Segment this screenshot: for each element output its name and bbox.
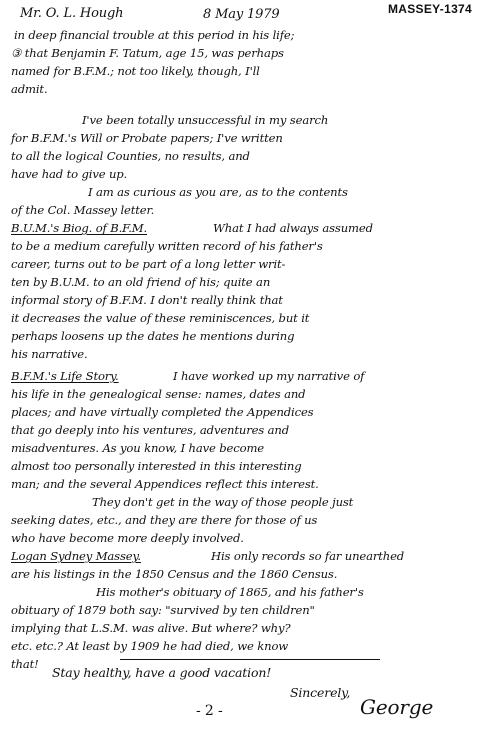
body-line: His only records so far unearthed <box>211 549 405 563</box>
body-line: that! <box>11 657 39 671</box>
body-line: his life in the genealogical sense: names, dates and <box>11 387 306 401</box>
body-line: places; and have virtually completed the Appendices <box>11 405 314 419</box>
body-line: admit. <box>11 82 48 96</box>
collection-id: MASSEY-1374 <box>387 2 472 16</box>
body-line: in deep financial trouble at this period in his life; <box>14 28 295 42</box>
body-line: perhaps loosens up the dates he mentions during <box>11 329 295 343</box>
section-heading: B.U.M.'s Biog. of B.F.M. <box>11 221 148 235</box>
body-line: What I had always assumed <box>213 221 373 235</box>
body-line: ten by B.U.M. to an old friend of his; quite an <box>11 275 271 289</box>
page-number: - 2 - <box>196 703 223 719</box>
body-line: to all the logical Counties, no results, and <box>11 149 250 163</box>
body-line: of the Col. Massey letter. <box>11 203 155 217</box>
body-line: I am as curious as you are, as to the contents <box>88 185 348 199</box>
closing-line: Stay healthy, have a good vacation! <box>52 665 272 680</box>
recipient-line: Mr. O. L. Hough <box>20 6 124 21</box>
body-line: his narrative. <box>11 347 88 361</box>
body-line: who have become more deeply involved. <box>11 531 244 545</box>
body-line: for B.F.M.'s Will or Probate papers; I've written <box>11 131 283 145</box>
body-line: have had to give up. <box>11 167 128 181</box>
section-heading: B.F.M.'s Life Story. <box>11 369 119 383</box>
body-line: I have worked up my narrative of <box>173 369 365 383</box>
signature: George <box>360 695 434 719</box>
valediction: Sincerely, <box>290 685 351 700</box>
body-line: misadventures. As you know, I have become <box>11 441 264 455</box>
body-line: to be a medium carefully written record of his father's <box>11 239 323 253</box>
body-line: almost too personally interested in this interesting <box>11 459 302 473</box>
body-line: His mother's obituary of 1865, and his father's <box>96 585 364 599</box>
body-line: ③ that Benjamin F. Tatum, age 15, was perhaps <box>11 46 284 60</box>
body-line: man; and the several Appendices reflect this interest. <box>11 477 319 491</box>
body-line: that go deeply into his ventures, adventures and <box>11 423 289 437</box>
section-heading: Logan Sydney Massey. <box>11 549 141 563</box>
body-line: I've been totally unsuccessful in my search <box>82 113 329 127</box>
closing-rule <box>120 659 380 660</box>
body-line: etc. etc.? At least by 1909 he had died, we know <box>11 639 289 653</box>
letter-date: 8 May 1979 <box>203 7 280 22</box>
body-line: it decreases the value of these reminiscences, but it <box>11 311 310 325</box>
body-line: career, turns out to be part of a long letter writ- <box>11 257 286 271</box>
body-line: seeking dates, etc., and they are there for those of us <box>11 513 318 527</box>
body-line: are his listings in the 1850 Census and the 1860 Census. <box>11 567 338 581</box>
body-line: They don't get in the way of those people just <box>92 495 354 509</box>
body-line: obituary of 1879 both say: "survived by ten children" <box>11 603 315 617</box>
body-line: named for B.F.M.; not too likely, though, I'll <box>11 64 260 78</box>
body-line: informal story of B.F.M. I don't really think that <box>11 293 283 307</box>
body-line: implying that L.S.M. was alive. But where? why? <box>11 621 291 635</box>
